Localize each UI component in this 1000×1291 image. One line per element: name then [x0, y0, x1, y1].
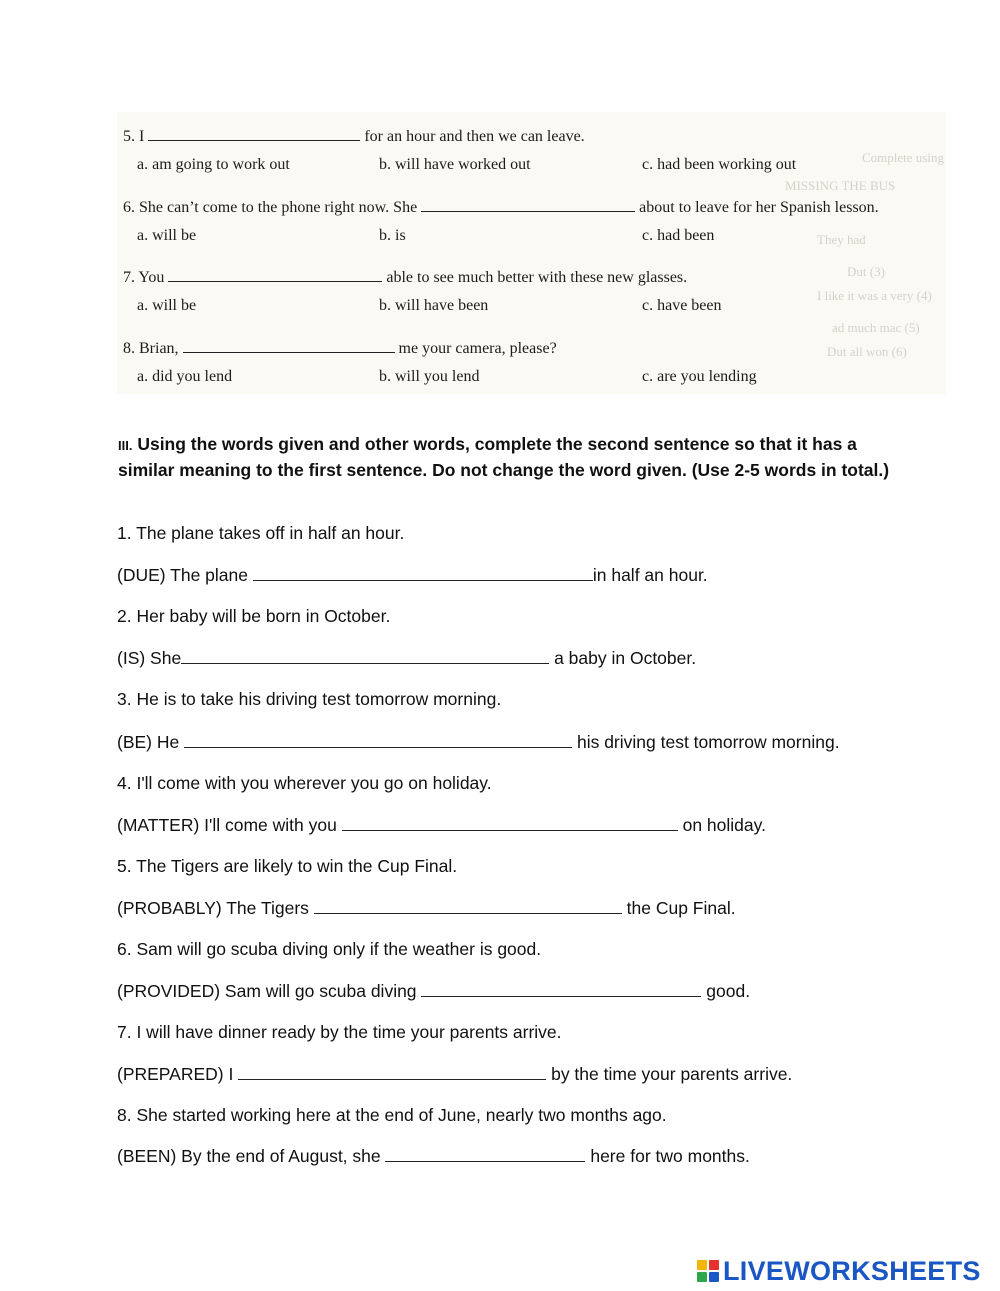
- rewrite-prefix: (BE) He: [117, 732, 185, 752]
- rewrite-prefix: (PREPARED) I: [117, 1064, 239, 1084]
- item-7-sentence: 7. I will have dinner ready by the time your parents arrive.: [117, 1022, 562, 1042]
- liveworksheets-logo[interactable]: [697, 1256, 981, 1286]
- question-prompt: 7. You: [123, 269, 165, 286]
- item-8-rewrite: [117, 1146, 750, 1167]
- logo-square-red: [709, 1260, 719, 1270]
- logo-square-green: [697, 1272, 707, 1282]
- bleed-through-text: Complete using: [862, 150, 944, 165]
- item-8-sentence: 8. She started working here at the end of June, nearly two months ago.: [117, 1105, 667, 1125]
- rewrite-prefix: (PROVIDED) Sam will go scuba diving: [117, 981, 422, 1001]
- question-7: [123, 267, 687, 287]
- question-prompt: 5. I: [123, 128, 145, 145]
- option-b: b. will you lend: [379, 368, 480, 385]
- question-8: [123, 338, 557, 358]
- option-c: c. have been: [642, 297, 722, 314]
- bleed-through-text: I like it was a very (4): [817, 288, 932, 303]
- question-5: [123, 126, 585, 146]
- rewrite-suffix: good.: [701, 981, 751, 1001]
- question-prompt-end: me your camera, please?: [398, 340, 557, 357]
- item-6-sentence: 6. Sam will go scuba diving only if the weather is good.: [117, 939, 542, 959]
- answer-blank[interactable]: [238, 1065, 546, 1080]
- bleed-through-text: They had: [817, 232, 866, 247]
- item-3-rewrite: [117, 732, 840, 753]
- answer-blank[interactable]: [183, 338, 395, 353]
- logo-text: LIVEWORKSHEETS: [723, 1255, 981, 1286]
- answer-blank[interactable]: [181, 649, 549, 664]
- option-a: a. am going to work out: [137, 156, 290, 173]
- rewrite-prefix: (IS) She: [117, 648, 182, 668]
- answer-blank[interactable]: [184, 733, 572, 748]
- item-5-rewrite: [117, 898, 736, 919]
- bleed-through-text: MISSING THE BUS: [785, 178, 896, 193]
- question-prompt: 8. Brian,: [123, 340, 179, 357]
- rewrite-suffix: a baby in October.: [549, 648, 697, 668]
- item-1-sentence: 1. The plane takes off in half an hour.: [117, 523, 405, 543]
- answer-blank[interactable]: [342, 816, 678, 831]
- answer-blank[interactable]: [421, 197, 635, 212]
- rewrite-prefix: (PROBABLY) The Tigers: [117, 898, 314, 918]
- logo-square-blue: [709, 1272, 719, 1282]
- option-a: a. will be: [137, 227, 197, 244]
- logo-grid-icon: [697, 1260, 719, 1282]
- answer-blank[interactable]: [385, 1147, 585, 1162]
- item-7-rewrite: [117, 1064, 792, 1085]
- question-6: [123, 197, 879, 217]
- item-4-sentence: 4. I'll come with you wherever you go on holiday.: [117, 773, 492, 793]
- answer-blank[interactable]: [168, 267, 382, 282]
- option-c: c. had been: [642, 227, 715, 244]
- option-b: b. will have worked out: [379, 156, 531, 173]
- option-c: c. are you lending: [642, 368, 757, 385]
- item-2-sentence: 2. Her baby will be born in October.: [117, 606, 391, 626]
- option-a: a. will be: [137, 297, 197, 314]
- rewrite-suffix: here for two months.: [585, 1146, 750, 1166]
- question-prompt-end: for an hour and then we can leave.: [364, 128, 585, 145]
- rewrite-suffix: his driving test tomorrow morning.: [572, 732, 840, 752]
- option-b: b. is: [379, 227, 406, 244]
- rewrite-suffix: in half an hour.: [592, 565, 708, 585]
- item-6-rewrite: [117, 981, 750, 1002]
- question-prompt-end: about to leave for her Spanish lesson.: [639, 199, 879, 216]
- scanned-exercise: [117, 112, 946, 394]
- item-4-rewrite: [117, 815, 766, 836]
- question-prompt: 6. She can’t come to the phone right now. She: [123, 199, 418, 216]
- bleed-through-text: ad much mac (5): [832, 320, 920, 335]
- instruction-text: Using the words given and other words, complete the second sentence so that it has a similar meaning to the first sentence. Do not change the word given. (Use 2-5 words in total.): [118, 434, 890, 480]
- item-3-sentence: 3. He is to take his driving test tomorrow morning.: [117, 689, 502, 709]
- section-3-instruction: [118, 432, 898, 483]
- rewrite-suffix: by the time your parents arrive.: [546, 1064, 793, 1084]
- answer-blank[interactable]: [314, 899, 622, 914]
- answer-blank[interactable]: [253, 566, 593, 581]
- item-5-sentence: 5. The Tigers are likely to win the Cup Final.: [117, 856, 458, 876]
- option-c: c. had been working out: [642, 156, 797, 173]
- rewrite-prefix: (DUE) The plane: [117, 565, 253, 585]
- rewrite-prefix: (MATTER) I'll come with you: [117, 815, 342, 835]
- bleed-through-text: Dut all won (6): [827, 344, 907, 359]
- bleed-through-text: Dut (3): [847, 264, 885, 279]
- rewrite-suffix: the Cup Final.: [621, 898, 736, 918]
- item-1-rewrite: [117, 565, 708, 586]
- item-2-rewrite: [117, 648, 696, 669]
- section-number: III.: [118, 438, 133, 453]
- answer-blank[interactable]: [421, 982, 701, 997]
- logo-square-yellow: [697, 1260, 707, 1270]
- rewrite-prefix: (BEEN) By the end of August, she: [117, 1146, 386, 1166]
- answer-blank[interactable]: [148, 126, 360, 141]
- question-prompt-end: able to see much better with these new glasses.: [386, 269, 688, 286]
- option-a: a. did you lend: [137, 368, 233, 385]
- rewrite-suffix: on holiday.: [677, 815, 766, 835]
- option-b: b. will have been: [379, 297, 489, 314]
